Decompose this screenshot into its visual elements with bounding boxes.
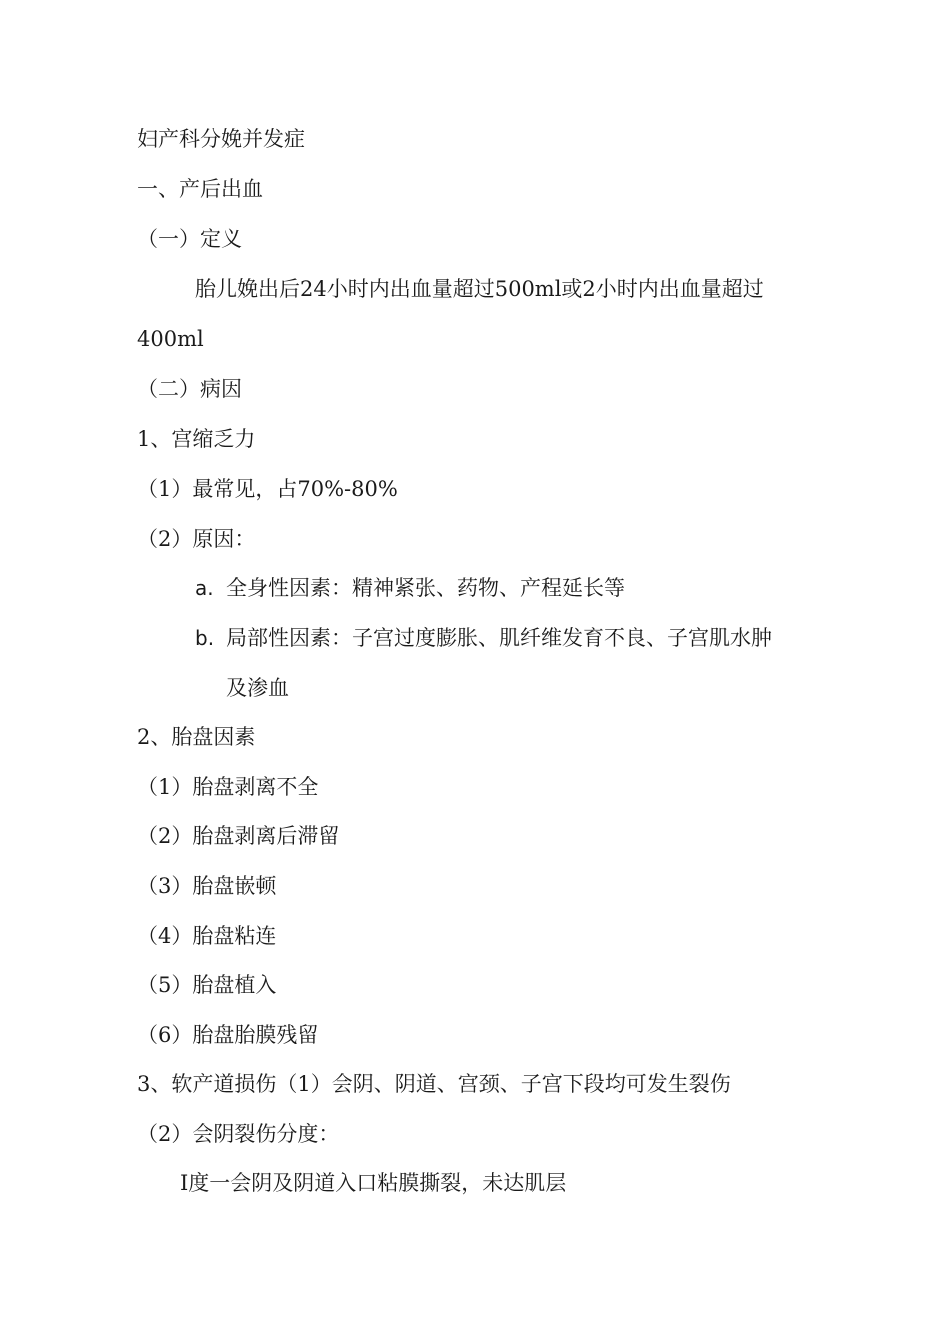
section-heading-postpartum-hemorrhage: 一、产后出血 [137,177,263,201]
reason-b-text-line1: 局部性因素：子宫过度膨胀、肌纤维发育不良、子宫肌水肿 [226,626,772,650]
subheading-etiology: （二）病因 [137,377,242,401]
document-title: 妇产科分娩并发症 [137,127,305,151]
uterine-atony-item-1: （1）最常见，占70%-80% [137,477,398,501]
definition-text-line2: 400ml [137,327,204,351]
list-marker-b: b. [195,626,215,650]
reason-a-text: 全身性因素：精神紧张、药物、产程延长等 [226,576,625,600]
cause-heading-placental-factors: 2、胎盘因素 [137,725,256,749]
placenta-item-4: （4）胎盘粘连 [137,924,277,948]
placenta-item-1: （1）胎盘剥离不全 [137,775,319,799]
placenta-item-2: （2）胎盘剥离后滞留 [137,824,340,848]
placenta-item-5: （5）胎盘植入 [137,973,277,997]
reason-b-text-line2: 及渗血 [226,676,289,700]
laceration-degree-1: Ⅰ度一会阴及阴道入口粘膜撕裂，未达肌层 [180,1171,567,1195]
placenta-item-6: （6）胎盘胎膜残留 [137,1023,319,1047]
uterine-atony-item-2: （2）原因： [137,527,256,551]
cause-heading-birth-canal-injury: 3、软产道损伤（1）会阴、阴道、宫颈、子宫下段均可发生裂伤 [137,1072,731,1096]
cause-heading-uterine-atony: 1、宫缩乏力 [137,427,256,451]
perineal-laceration-heading: （2）会阴裂伤分度： [137,1122,340,1146]
definition-text-line1: 胎儿娩出后24小时内出血量超过500ml或2小时内出血量超过 [195,277,764,301]
subheading-definition: （一）定义 [137,227,242,251]
placenta-item-3: （3）胎盘嵌顿 [137,874,277,898]
list-marker-a: a. [195,576,214,600]
